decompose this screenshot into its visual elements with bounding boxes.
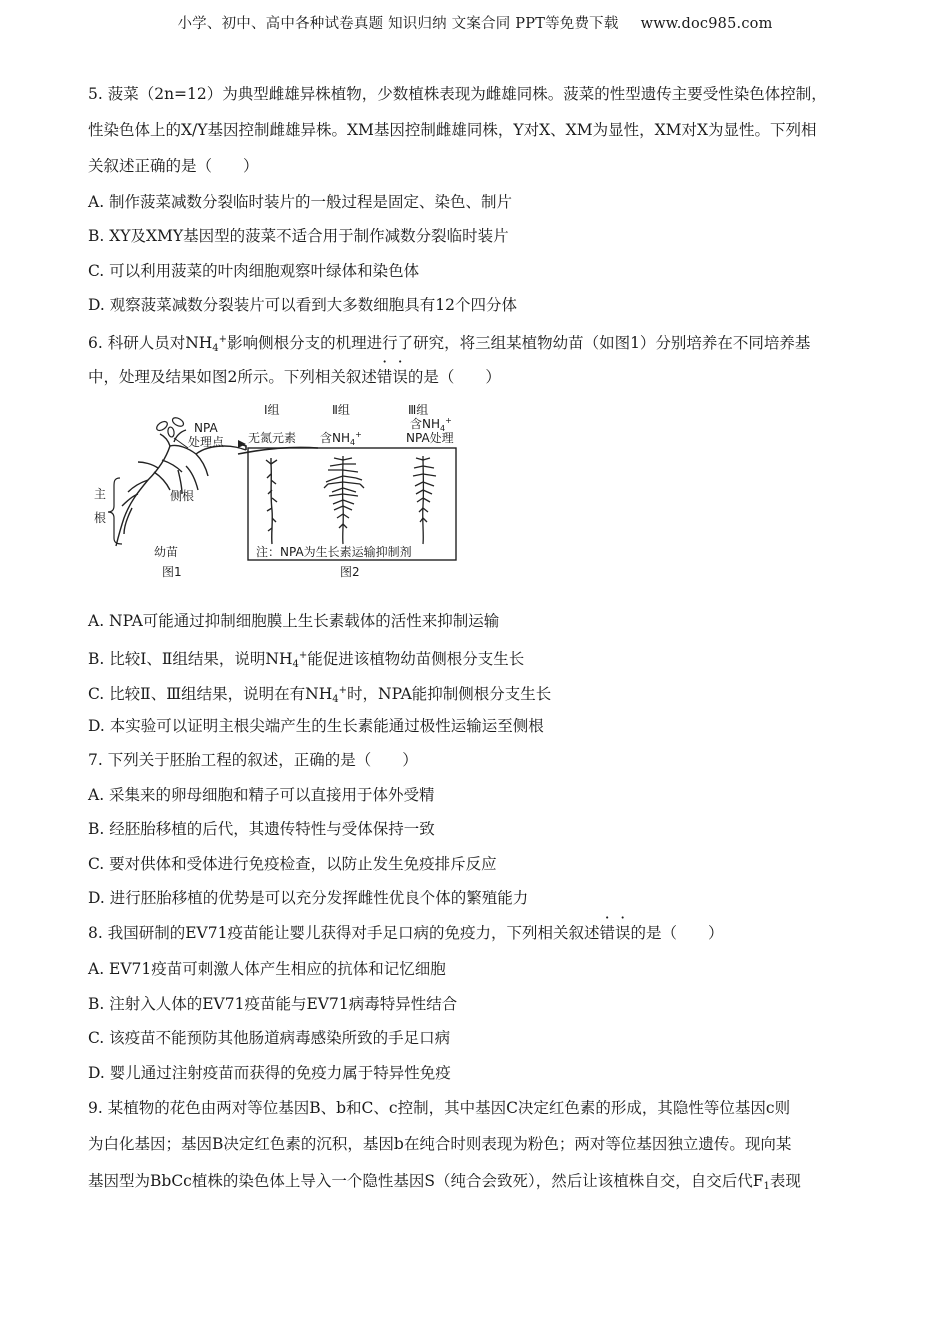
main-root-brace <box>108 478 122 544</box>
q6-stem-2a: 中，处理及结果如图2所示。下列相关叙述 <box>88 368 377 386</box>
q6-option-d: D. 本实验可以证明主根尖端产生的生长素能通过极性运输运至侧根 <box>88 717 544 735</box>
q7-stem: 7. 下列关于胚胎工程的叙述，正确的是（ ） <box>88 751 418 769</box>
q6-stem-line-2 <box>88 367 501 387</box>
group-3-root <box>413 456 436 544</box>
g3-sup: + <box>445 416 452 425</box>
q7-option-d: D. 进行胚胎移植的优势是可以充分发挥雌性优良个体的繁殖能力 <box>88 889 529 907</box>
group-1-treatment: 无氮元素 <box>248 431 297 445</box>
main-root-label-2: 根 <box>94 511 107 525</box>
q6-b-part-b: 能促进该植物幼苗侧根分支生长 <box>307 650 525 668</box>
page-header <box>0 12 950 33</box>
q8-option-c: C. 该疫苗不能预防其他肠道病毒感染所致的手足口病 <box>88 1029 451 1047</box>
subscript: 4 <box>212 343 219 354</box>
q8-stem-a: 8. 我国研制的EV71疫苗能让婴儿获得对手足口病的免疫力，下列相关叙述 <box>88 924 600 942</box>
group-1-root <box>266 458 277 544</box>
q5-option-c: C. 可以利用菠菜的叶肉细胞观察叶绿体和染色体 <box>88 262 420 280</box>
superscript: + <box>338 685 347 696</box>
q6-option-a: A. NPA可能通过抑制细胞膜上生长素载体的活性来抑制运输 <box>88 612 500 630</box>
emphasis-char: 误 <box>392 368 408 386</box>
q8-stem-b: 的是（ ） <box>630 924 724 942</box>
q6-stem-2b: 的是（ ） <box>407 368 501 386</box>
q6-b-part-a: B. 比较Ⅰ、Ⅱ组结果，说明NH <box>88 650 293 668</box>
main-root-label-1: 主 <box>94 487 107 501</box>
q9-stem-3b: 表现 <box>769 1172 801 1190</box>
figure1-caption: 图1 <box>162 565 182 579</box>
q7-option-a: A. 采集来的卵母细胞和精子可以直接用于体外受精 <box>88 786 435 804</box>
q7-option-c: C. 要对供体和受体进行免疫检查，以防止发生免疫排斥反应 <box>88 855 497 873</box>
emphasis-char: 错 <box>376 368 393 386</box>
arrow-head <box>238 440 246 448</box>
q9-stem-3a: 基因型为BbCc植株的染色体上导入一个隐性基因S（纯合会致死），然后让该植株自交，自交后代F <box>88 1172 764 1190</box>
figure2-frame <box>248 448 456 560</box>
group-3-label: Ⅲ组 <box>408 403 429 417</box>
q6-stem-1b: 影响侧根分支的机理进行了研究，将三组某植物幼苗（如图1）分别培养在不同培养基 <box>227 334 811 352</box>
g2-nh: 含NH <box>320 431 351 445</box>
superscript: + <box>218 334 228 345</box>
subscript: 4 <box>332 694 339 705</box>
q5-option-d: D. 观察菠菜减数分裂装片可以看到大多数细胞具有12个四分体 <box>88 296 517 314</box>
emphasis-char: 误 <box>614 924 631 942</box>
g3-nh: 含NH <box>410 417 441 431</box>
leaf-icon <box>155 416 185 437</box>
group-2-root <box>324 456 364 544</box>
subscript: 1 <box>763 1181 770 1192</box>
lateral-root-label: 侧根 <box>170 489 195 503</box>
header-text: 小学、初中、高中各种试卷真题 知识归纳 文案合同 PPT等免费下载 <box>177 16 619 32</box>
q7-option-b: B. 经胚胎移植的后代，其遗传特性与受体保持一致 <box>88 820 435 838</box>
g2-sub: 4 <box>350 438 356 447</box>
q6-c-part-b: 时，NPA能抑制侧根分支生长 <box>347 685 552 703</box>
group-3-treatment-2: NPA处理 <box>406 431 454 445</box>
superscript: + <box>298 650 308 661</box>
npa-point-label: 处理点 <box>188 435 225 449</box>
subscript: 4 <box>292 659 299 670</box>
q6-stem-1a: 6. 科研人员对NH <box>88 334 213 352</box>
q8-stem <box>88 923 724 943</box>
npa-label: NPA <box>194 421 218 435</box>
q9-stem-line-3 <box>88 1171 801 1197</box>
q6-stem-line-1 <box>88 330 810 359</box>
figure2-caption: 图2 <box>340 565 360 579</box>
seedling-drawing <box>116 430 246 546</box>
q5-option-a: A. 制作菠菜减数分裂临时装片的一般过程是固定、染色、制片 <box>88 193 513 211</box>
q6-option-b <box>88 646 524 675</box>
header-url[interactable]: www.doc985.com <box>640 16 773 32</box>
q9-stem-line-2: 为白化基因；基因B决定红色素的沉积，基因b在纯合时则表现为粉色；两对等位基因独立遗传。现向某 <box>88 1135 792 1153</box>
q5-option-b: B. XY及XMY基因型的菠菜不适合用于制作减数分裂临时装片 <box>88 227 509 245</box>
q8-option-d: D. 婴儿通过注射疫苗而获得的免疫力属于特异性免疫 <box>88 1064 451 1082</box>
q5-stem-line-1: 5. 菠菜（2n=12）为典型雌雄异株植物，少数植株表现为雌雄同株。菠菜的性型遗传主要受性染色体控制， <box>88 85 827 103</box>
q9-stem-line-1: 9. 某植物的花色由两对等位基因B、b和C、c控制，其中基因C决定红色素的形成，其隐性等位基因c则 <box>88 1099 791 1117</box>
emphasis-char: 错 <box>599 924 615 942</box>
q8-option-b: B. 注射入人体的EV71疫苗能与EV71病毒特异性结合 <box>88 995 458 1013</box>
seedling-label: 幼苗 <box>154 545 179 559</box>
q5-stem-line-2: 性染色体上的X/Y基因控制雌雄异株。XM基因控制雌雄同株，Y对X、XM为显性，XM对X为显性。下列相 <box>88 121 817 139</box>
g2-sup: + <box>355 430 362 439</box>
group-2-treatment <box>320 430 362 447</box>
group-1-label: Ⅰ组 <box>264 403 280 417</box>
q8-option-a: A. EV71疫苗可刺激人体产生相应的抗体和记忆细胞 <box>88 960 446 978</box>
q5-stem-line-3: 关叙述正确的是（ ） <box>88 157 259 175</box>
g3-sub: 4 <box>440 424 446 433</box>
root-experiment-figure <box>88 398 468 584</box>
group-2-label: Ⅱ组 <box>332 403 350 417</box>
q6-option-c <box>88 681 551 710</box>
arrow-to-figure2 <box>238 444 318 454</box>
q6-c-part-a: C. 比较Ⅱ、Ⅲ组结果，说明在有NH <box>88 685 333 703</box>
figure2-note: 注：NPA为生长素运输抑制剂 <box>256 545 412 559</box>
